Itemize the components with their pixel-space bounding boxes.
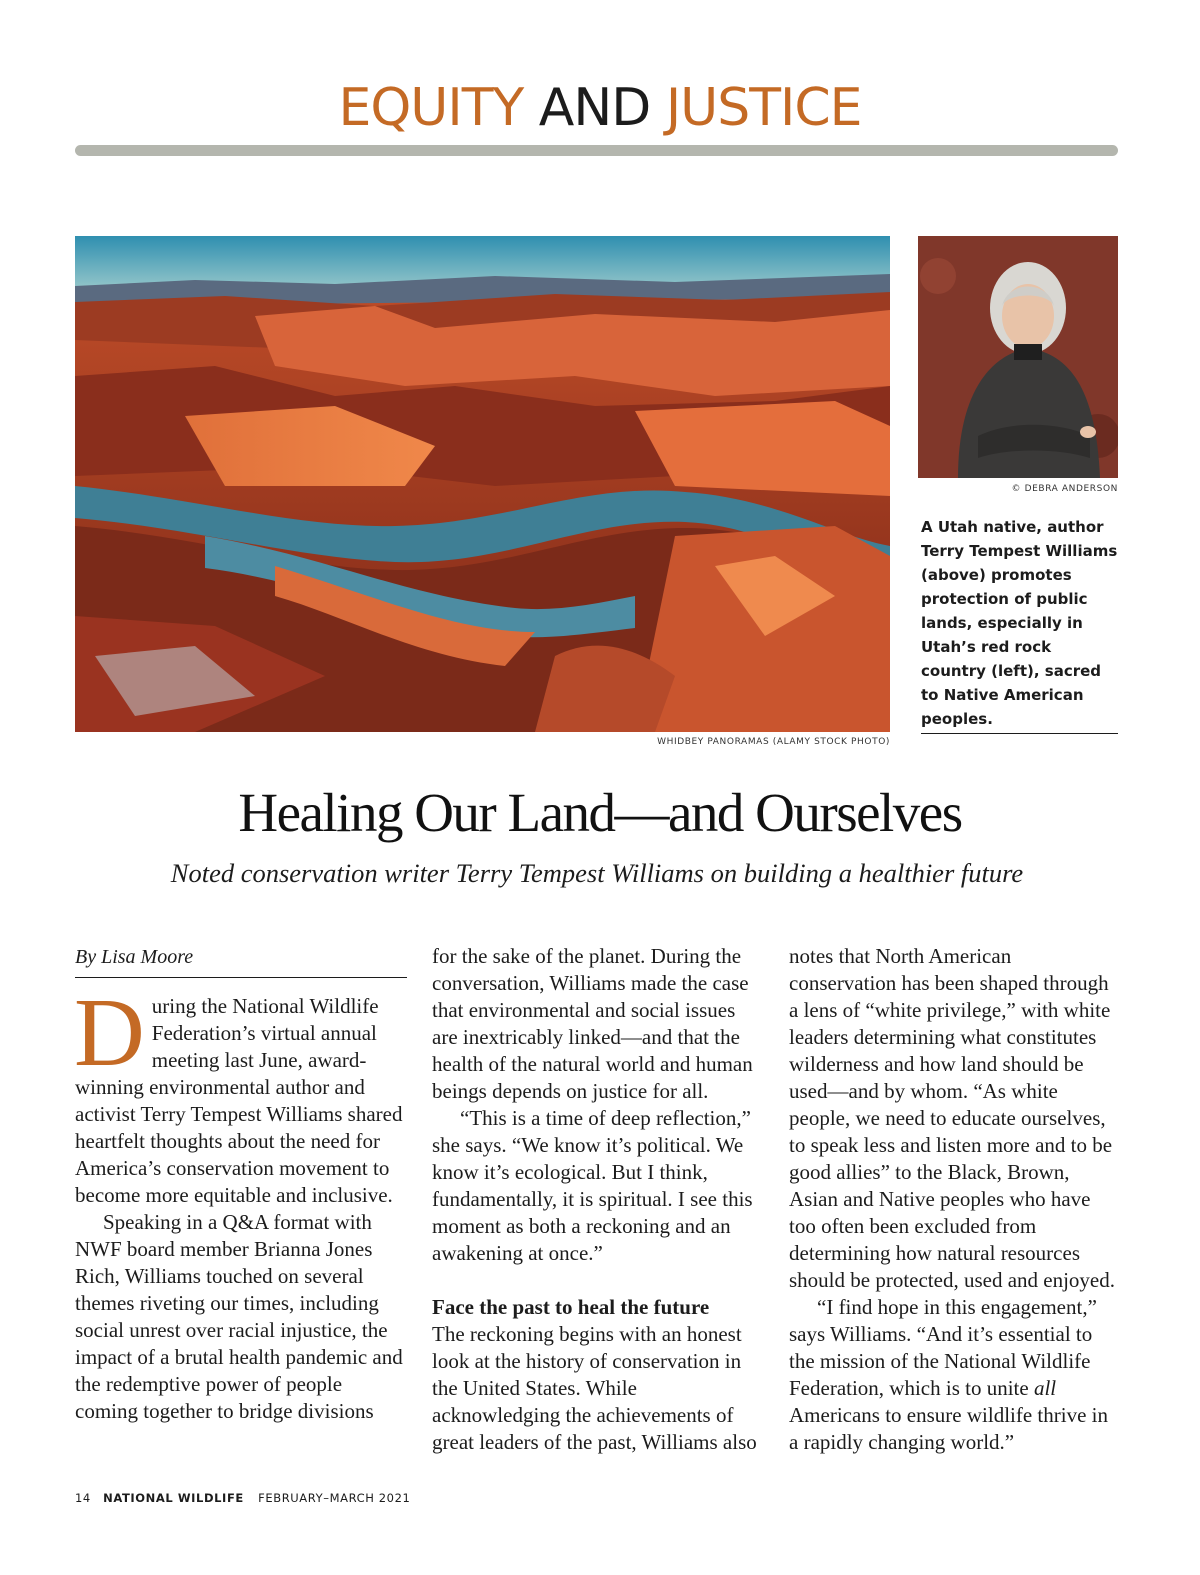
header-divider <box>75 145 1118 156</box>
article-headline: Healing Our Land—and Ourselves <box>238 782 962 843</box>
paragraph: “This is a time of deep reflection,” she says. “We know it’s political. We know it’s ecological. But I think, fundamentally, it is spiritual. I see this moment as both a reckoning and an awakening at once.” <box>432 1106 753 1265</box>
photo-credit: © DEBRA ANDERSON <box>1011 484 1118 494</box>
issue-date: FEBRUARY–MARCH 2021 <box>258 1491 411 1505</box>
article-column <box>75 943 407 1425</box>
paragraph-continued: notes that North American conservation has been shaped through a lens of “white privilege,” with white leaders determining what constitutes wilderness and how land should be used—and by whom. “As white people, we need to educate ourselves, to speak less and listen more and to be good allies” to the Black, Brown, Asian and Native peoples who have too often been excluded from determining how natural resources should be protected, used and enjoyed. <box>789 944 1115 1292</box>
drop-cap: D <box>74 979 145 1087</box>
section-title-word: JUSTICE <box>665 78 862 138</box>
section-subhead: Face the past to heal the future <box>432 1295 710 1319</box>
paragraph-continued: for the sake of the planet. During the conversation, Williams made the case that environmental and social issues are inextricably linked—and that the health of the natural world and human beings depends on justice for all. <box>432 944 753 1103</box>
page-footer <box>75 1491 410 1505</box>
paragraph-text: “I find hope in this engagement,” says Williams. “And it’s essential to the mission of the National Wildlife Federation, which is to unite <box>789 1295 1097 1400</box>
paragraph <box>74 979 407 1209</box>
caption-divider <box>921 733 1118 734</box>
paragraph: Speaking in a Q&A format with NWF board member Brianna Jones Rich, Williams touched on several themes riveting our times, including social unrest over racial injustice, the impact of a brutal health pandemic and the redemptive power of people coming together to bridge divisions <box>75 1210 403 1423</box>
photo-credit: WHIDBEY PANORAMAS (ALAMY STOCK PHOTO) <box>657 737 890 747</box>
article-dek: Noted conservation writer Terry Tempest Williams on building a healthier future <box>170 858 1024 888</box>
publication-name: NATIONAL WILDLIFE <box>103 1491 244 1505</box>
article-column <box>789 943 1119 1456</box>
article-column <box>432 943 765 1456</box>
canyon-photo <box>75 236 890 732</box>
byline: By Lisa Moore <box>75 943 407 978</box>
paragraph <box>789 1294 1119 1456</box>
emphasis-text: all <box>1033 1376 1057 1400</box>
section-title-word: AND <box>538 78 651 138</box>
portrait-illustration <box>918 236 1118 478</box>
page-number: 14 <box>75 1491 91 1505</box>
section-title-word: EQUITY <box>338 78 524 138</box>
section-title <box>0 74 1200 142</box>
paragraph-text: Americans to ensure wildlife thrive in a rapidly changing world.” <box>789 1403 1108 1454</box>
paragraph: The reckoning begins with an honest look at the history of conservation in the United States. While acknowledging the achievements of great leaders of the past, Williams also <box>432 1322 757 1454</box>
canyon-illustration <box>75 236 890 732</box>
portrait-photo <box>918 236 1118 478</box>
paragraph-text: uring the National Wildlife Federation’s virtual annual meeting last June, award-winning environmental author and activist Terry Tempest Williams shared heartfelt thoughts about the need for America’s conservation movement to become more equitable and inclusive. <box>75 994 403 1207</box>
photo-caption: A Utah native, author Terry Tempest Williams (above) promotes protection of public lands, especially in Utah’s red rock country (left), sacred to Native American peoples. <box>921 518 1118 728</box>
